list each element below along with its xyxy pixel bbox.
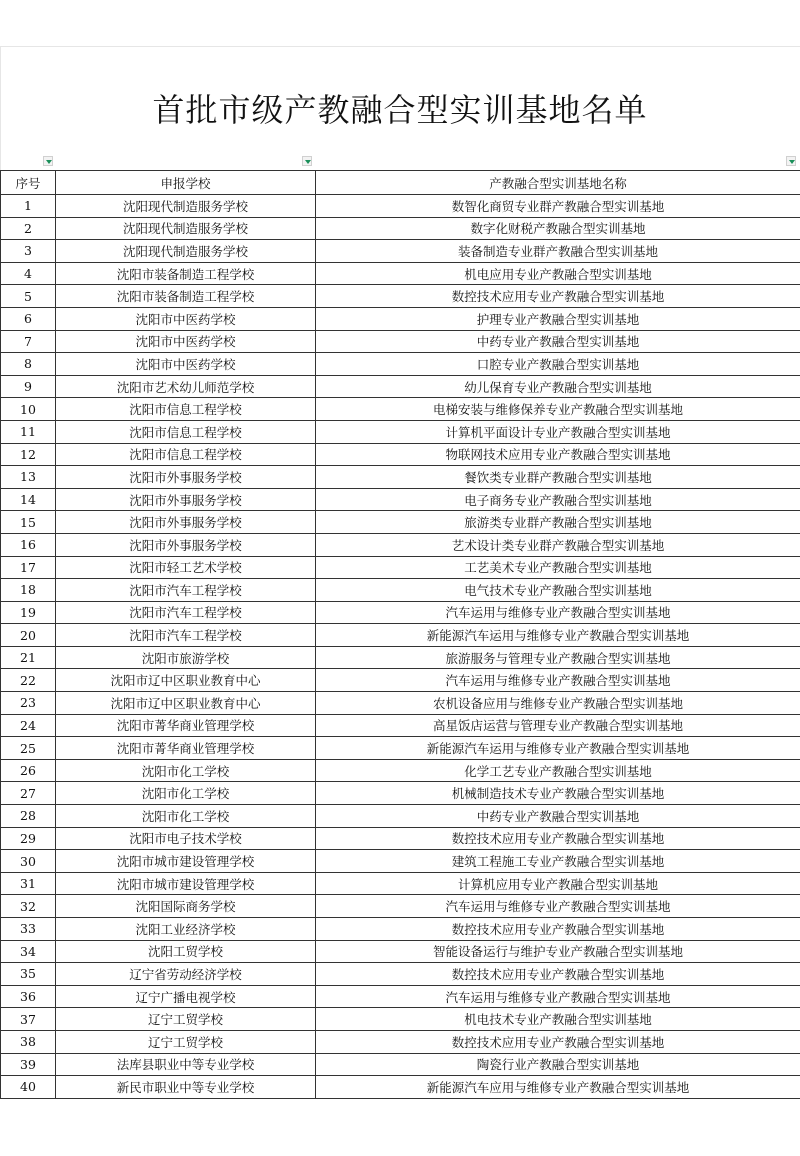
cell-no: 5 [1,285,56,308]
cell-base: 数控技术应用专业产教融合型实训基地 [316,963,800,986]
table-row [1,737,800,760]
cell-no: 23 [1,692,56,715]
table-row [1,330,800,353]
cell-base: 陶瓷行业产教融合型实训基地 [316,1053,800,1076]
cell-school: 沈阳市中医药学校 [56,353,316,376]
cell-base: 智能设备运行与维护专业产教融合型实训基地 [316,940,800,963]
cell-school: 法库县职业中等专业学校 [56,1053,316,1076]
table-row [1,872,800,895]
cell-base: 化学工艺专业产教融合型实训基地 [316,759,800,782]
table-row [1,1030,800,1053]
table-row [1,1076,800,1099]
cell-no: 20 [1,624,56,647]
cell-no: 36 [1,985,56,1008]
filter-dropdown-icon-base[interactable] [786,156,796,166]
table-row [1,556,800,579]
cell-no: 19 [1,601,56,624]
cell-no: 15 [1,511,56,534]
cell-school: 沈阳市化工学校 [56,759,316,782]
cell-base: 新能源汽车应用与维修专业产教融合型实训基地 [316,1076,800,1099]
table-row [1,895,800,918]
table-row [1,805,800,828]
table-row [1,420,800,443]
cell-base: 装备制造专业群产教融合型实训基地 [316,240,800,263]
cell-no: 39 [1,1053,56,1076]
cell-no: 34 [1,940,56,963]
cell-school: 沈阳现代制造服务学校 [56,240,316,263]
table-row [1,714,800,737]
cell-no: 11 [1,420,56,443]
cell-no: 25 [1,737,56,760]
cell-no: 7 [1,330,56,353]
cell-base: 计算机平面设计专业产教融合型实训基地 [316,420,800,443]
table-row [1,443,800,466]
cell-base: 数控技术应用专业产教融合型实训基地 [316,1030,800,1053]
filter-dropdown-icon-school[interactable] [302,156,312,166]
cell-school: 沈阳工业经济学校 [56,918,316,941]
table-row [1,669,800,692]
cell-school: 沈阳现代制造服务学校 [56,217,316,240]
cell-base: 汽车运用与维修专业产教融合型实训基地 [316,895,800,918]
cell-base: 护理专业产教融合型实训基地 [316,307,800,330]
header-no: 序号 [1,171,56,195]
table-row [1,195,800,218]
table-row [1,262,800,285]
cell-base: 中药专业产教融合型实训基地 [316,330,800,353]
cell-base: 中药专业产教融合型实训基地 [316,805,800,828]
cell-school: 沈阳市电子技术学校 [56,827,316,850]
cell-school: 沈阳市菁华商业管理学校 [56,737,316,760]
cell-school: 沈阳市汽车工程学校 [56,579,316,602]
cell-school: 沈阳市轻工艺术学校 [56,556,316,579]
cell-no: 8 [1,353,56,376]
cell-no: 33 [1,918,56,941]
cell-school: 沈阳市信息工程学校 [56,398,316,421]
cell-no: 27 [1,782,56,805]
cell-school: 沈阳市外事服务学校 [56,511,316,534]
cell-school: 辽宁广播电视学校 [56,985,316,1008]
cell-school: 沈阳市化工学校 [56,782,316,805]
page-title: 首批市级产教融合型实训基地名单 [152,91,648,129]
cell-base: 数智化商贸专业群产教融合型实训基地 [316,195,800,218]
cell-school: 沈阳市装备制造工程学校 [56,285,316,308]
table-row [1,963,800,986]
cell-no: 3 [1,240,56,263]
cell-base: 旅游类专业群产教融合型实训基地 [316,511,800,534]
cell-no: 1 [1,195,56,218]
cell-school: 辽宁工贸学校 [56,1030,316,1053]
cell-no: 2 [1,217,56,240]
cell-no: 18 [1,579,56,602]
table-row [1,624,800,647]
table-row [1,782,800,805]
cell-no: 31 [1,872,56,895]
cell-school: 沈阳市艺术幼儿师范学校 [56,375,316,398]
table-row [1,646,800,669]
table-header-row [1,171,800,195]
table-row [1,466,800,489]
cell-no: 28 [1,805,56,828]
cell-no: 24 [1,714,56,737]
cell-base: 建筑工程施工专业产教融合型实训基地 [316,850,800,873]
cell-no: 6 [1,307,56,330]
cell-base: 幼儿保育专业产教融合型实训基地 [316,375,800,398]
table-row [1,353,800,376]
table-row [1,759,800,782]
cell-no: 13 [1,466,56,489]
cell-school: 沈阳市汽车工程学校 [56,624,316,647]
table-row [1,217,800,240]
cell-school: 辽宁省劳动经济学校 [56,963,316,986]
cell-no: 38 [1,1030,56,1053]
cell-base: 机械制造技术专业产教融合型实训基地 [316,782,800,805]
cell-no: 9 [1,375,56,398]
cell-no: 21 [1,646,56,669]
cell-base: 新能源汽车运用与维修专业产教融合型实训基地 [316,624,800,647]
cell-base: 艺术设计类专业群产教融合型实训基地 [316,533,800,556]
table-row [1,1053,800,1076]
table-row [1,398,800,421]
cell-school: 沈阳市信息工程学校 [56,420,316,443]
cell-school: 沈阳市城市建设管理学校 [56,850,316,873]
table-row [1,850,800,873]
cell-no: 4 [1,262,56,285]
cell-no: 32 [1,895,56,918]
cell-school: 沈阳市化工学校 [56,805,316,828]
table-row [1,601,800,624]
table-row [1,1008,800,1031]
table-row [1,918,800,941]
cell-no: 10 [1,398,56,421]
cell-no: 17 [1,556,56,579]
cell-no: 40 [1,1076,56,1099]
cell-base: 汽车运用与维修专业产教融合型实训基地 [316,985,800,1008]
table-row [1,511,800,534]
cell-no: 16 [1,533,56,556]
cell-base: 电子商务专业产教融合型实训基地 [316,488,800,511]
cell-base: 数控技术应用专业产教融合型实训基地 [316,285,800,308]
cell-no: 35 [1,963,56,986]
cell-base: 工艺美术专业产教融合型实训基地 [316,556,800,579]
cell-no: 12 [1,443,56,466]
cell-school: 沈阳市城市建设管理学校 [56,872,316,895]
cell-base: 数字化财税产教融合型实训基地 [316,217,800,240]
cell-no: 22 [1,669,56,692]
cell-school: 沈阳市中医药学校 [56,330,316,353]
cell-base: 新能源汽车运用与维修专业产教融合型实训基地 [316,737,800,760]
cell-school: 沈阳市汽车工程学校 [56,601,316,624]
table-row [1,985,800,1008]
header-school: 申报学校 [56,171,316,195]
cell-no: 26 [1,759,56,782]
cell-school: 沈阳国际商务学校 [56,895,316,918]
table-row [1,307,800,330]
table-row [1,533,800,556]
cell-no: 30 [1,850,56,873]
cell-school: 沈阳市菁华商业管理学校 [56,714,316,737]
table-row [1,692,800,715]
cell-school: 沈阳市辽中区职业教育中心 [56,669,316,692]
cell-school: 沈阳市中医药学校 [56,307,316,330]
cell-base: 机电技术专业产教融合型实训基地 [316,1008,800,1031]
cell-school: 沈阳现代制造服务学校 [56,195,316,218]
cell-school: 沈阳市装备制造工程学校 [56,262,316,285]
cell-base: 机电应用专业产教融合型实训基地 [316,262,800,285]
table-row [1,940,800,963]
table-row [1,488,800,511]
cell-school: 沈阳市旅游学校 [56,646,316,669]
table-row [1,285,800,308]
table-row [1,375,800,398]
cell-base: 数控技术应用专业产教融合型实训基地 [316,827,800,850]
cell-base: 餐饮类专业群产教融合型实训基地 [316,466,800,489]
cell-base: 农机设备应用与维修专业产教融合型实训基地 [316,692,800,715]
base-list-table [0,170,800,1099]
cell-base: 物联网技术应用专业产教融合型实训基地 [316,443,800,466]
cell-no: 29 [1,827,56,850]
cell-no: 37 [1,1008,56,1031]
cell-school: 沈阳市外事服务学校 [56,466,316,489]
header-base: 产教融合型实训基地名称 [316,171,800,195]
cell-school: 沈阳市外事服务学校 [56,533,316,556]
cell-school: 沈阳市外事服务学校 [56,488,316,511]
table-row [1,240,800,263]
filter-dropdown-icon-no[interactable] [43,156,53,166]
cell-base: 旅游服务与管理专业产教融合型实训基地 [316,646,800,669]
cell-base: 数控技术应用专业产教融合型实训基地 [316,918,800,941]
cell-base: 汽车运用与维修专业产教融合型实训基地 [316,669,800,692]
cell-no: 14 [1,488,56,511]
cell-base: 口腔专业产教融合型实训基地 [316,353,800,376]
cell-school: 沈阳市信息工程学校 [56,443,316,466]
cell-school: 沈阳市辽中区职业教育中心 [56,692,316,715]
cell-base: 电梯安装与维修保养专业产教融合型实训基地 [316,398,800,421]
cell-base: 汽车运用与维修专业产教融合型实训基地 [316,601,800,624]
cell-base: 高星饭店运营与管理专业产教融合型实训基地 [316,714,800,737]
cell-base: 电气技术专业产教融合型实训基地 [316,579,800,602]
table-row [1,827,800,850]
cell-base: 计算机应用专业产教融合型实训基地 [316,872,800,895]
cell-school: 沈阳工贸学校 [56,940,316,963]
cell-school: 辽宁工贸学校 [56,1008,316,1031]
cell-school: 新民市职业中等专业学校 [56,1076,316,1099]
table-row [1,579,800,602]
